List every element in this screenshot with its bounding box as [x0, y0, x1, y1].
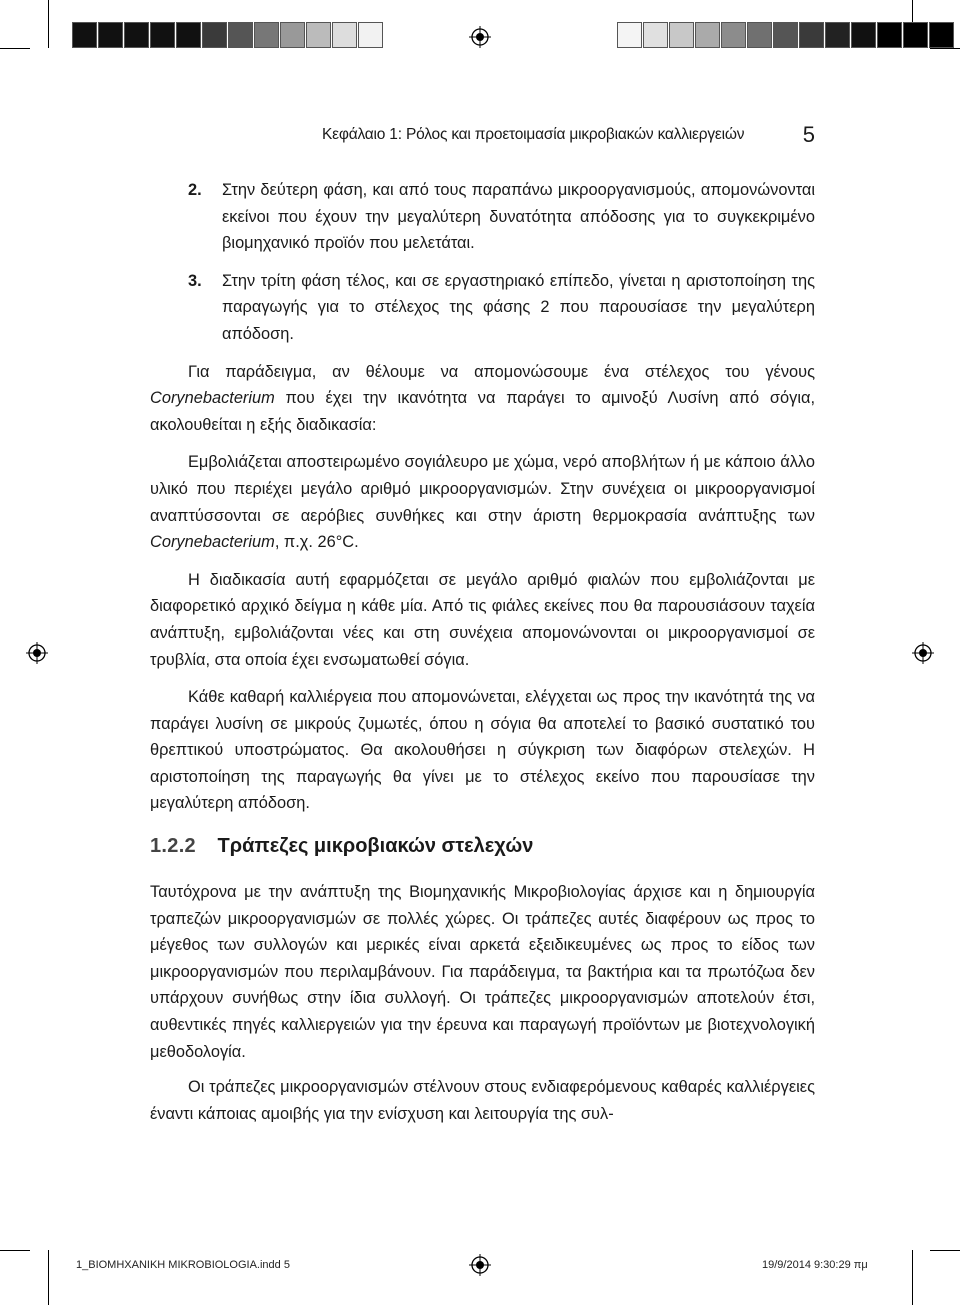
- crop-mark: [0, 1250, 30, 1251]
- list-item-number: 3.: [188, 271, 202, 290]
- section-number: 1.2.2: [150, 835, 196, 857]
- color-swatch: [280, 22, 305, 48]
- color-swatch: [695, 22, 720, 48]
- color-swatch: [306, 22, 331, 48]
- color-swatch: [877, 22, 902, 48]
- registration-mark-icon: [26, 642, 48, 664]
- slug-filename: 1_ΒΙΟΜΗΧΑΝΙΚΗ MIKROBIOLOGIA.indd 5: [76, 1259, 290, 1271]
- running-header: [150, 122, 815, 151]
- color-swatch: [98, 22, 123, 48]
- color-swatch: [150, 22, 175, 48]
- color-swatch: [176, 22, 201, 48]
- paragraph: [150, 449, 815, 555]
- color-swatch: [773, 22, 798, 48]
- slug-line: [0, 1256, 960, 1276]
- text-run: , π.χ. 26°C.: [274, 533, 359, 552]
- color-swatch: [851, 22, 876, 48]
- section-heading: [150, 835, 533, 865]
- chapter-title: Κεφάλαιο 1: Ρόλος και προετοιμασία μικροβιακών καλλιεργειών: [322, 126, 745, 143]
- color-swatch: [124, 22, 149, 48]
- color-calibration-bar-left: [72, 22, 383, 48]
- genus-name: Corynebacterium: [150, 533, 275, 552]
- list-item: [150, 177, 815, 257]
- color-swatch: [617, 22, 642, 48]
- color-swatch: [643, 22, 668, 48]
- color-swatch: [799, 22, 824, 48]
- paragraph: Οι τράπεζες μικροοργανισμών στέλνουν στους ενδιαφερόμενους καθαρές καλλιέργειες έναντι κάποιας αμοιβής για την ενίσχυση και λειτουργία της συλ-: [150, 1078, 815, 1123]
- crop-mark: [930, 1250, 960, 1251]
- list-item-text: Στην τρίτη φάση τέλος, και σε εργαστηριακό επίπεδο, γίνεται η αριστοποίηση της παραγωγής για το στέλεχος της φάσης 2 που παρουσίασε την μεγαλύτερη απόδοση.: [222, 271, 815, 343]
- body-text: [150, 879, 815, 1127]
- genus-name: Corynebacterium: [150, 389, 275, 408]
- registration-mark-icon: [912, 642, 934, 664]
- color-swatch: [669, 22, 694, 48]
- slug-datetime: 19/9/2014 9:30:29 πμ: [762, 1259, 868, 1271]
- color-calibration-bar-right: [617, 22, 954, 48]
- section-title: Τράπεζες μικροβιακών στελεχών: [217, 835, 534, 857]
- color-swatch: [254, 22, 279, 48]
- list-item-text: Στην δεύτερη φάση, και από τους παραπάνω μικροοργανισμούς, απομονώνονται εκείνοι που έχουν την μεγαλύτερη δυνατότητα απόδοσης για το συγκεκριμένο βιομηχανικό προϊόν που μελετάται.: [222, 181, 815, 253]
- list-item-number: 2.: [188, 181, 202, 199]
- paragraph: Κάθε καθαρή καλλιέργεια που απομονώνεται, ελέγχεται ως προς την ικανότητά της να παράγει λυσίνη σε μικρούς ζυμωτές, όπου η σόγια θα αποτελεί το βασικό συστατικό του θρεπτικού υποστρώματος. Θα ακολουθήσει η σύγκριση των διαφόρων στελεχών. Η αριστοποίηση της παραγωγής θα γίνει με το στέλεχος εκείνο που παρουσίασε την μεγαλύτερη απόδοση.: [150, 688, 815, 813]
- color-swatch: [929, 22, 954, 48]
- color-swatch: [721, 22, 746, 48]
- registration-mark-icon: [469, 26, 491, 48]
- color-swatch: [903, 22, 928, 48]
- crop-mark: [930, 48, 960, 49]
- paragraph: Η διαδικασία αυτή εφαρμόζεται σε μεγάλο αριθμό φιαλών που εμβολιάζονται με διαφορετικό αρχικό δείγμα η κάθε μία. Από τις φιάλες εκείνες που θα παρουσιάσουν ταχεία ανάπτυξη, εμβολιάζονται νέες και στη συνέχεια απομονώνονται οι μικροοργανισμοί σε τρυβλία, στα οποία έχει ενσωματωθεί σόγια.: [150, 570, 815, 669]
- body-text: [150, 177, 815, 817]
- color-swatch: [332, 22, 357, 48]
- color-swatch: [228, 22, 253, 48]
- color-swatch: [72, 22, 97, 48]
- list-item: [150, 268, 815, 348]
- paragraph: [150, 359, 815, 439]
- text-run: που έχει την ικανότητα να παράγει το αμινοξύ Λυσίνη από σόγια, ακολουθείται η εξής διαδικασία:: [150, 389, 815, 434]
- color-swatch: [202, 22, 227, 48]
- crop-mark: [0, 48, 30, 49]
- paragraph: Ταυτόχρονα με την ανάπτυξη της Βιομηχανικής Μικροβιολογίας άρχισε και η δημιουργία τραπεζών μικροοργανισμών σε πολλές χώρες. Οι τράπεζες αυτές διαφέρουν ως προς το μέγεθος των συλλογών και μερικές είναι αρκετά εξειδικευμένες ως προς το είδος των μικροοργανισμών που περιλαμβάνουν. Για παράδειγμα, τα βακτήρια και τα πρωτόζωα δεν υπάρχουν συνήθως στην ίδια συλλογή. Οι τράπεζες μικροοργανισμών αποτελούν έτσι, αυθεντικές πηγές καλλιεργειών για την έρευνα και παραγωγή προϊόντων με βιοτεχνολογική μεθοδολογία.: [150, 883, 815, 1061]
- page-number: 5: [802, 122, 815, 147]
- color-swatch: [747, 22, 772, 48]
- color-swatch: [358, 22, 383, 48]
- text-run: Για παράδειγμα, αν θέλουμε να απομονώσουμε ένα στέλεχος του γένους: [188, 362, 815, 381]
- color-swatch: [825, 22, 850, 48]
- crop-mark: [48, 0, 49, 48]
- text-run: Εμβολιάζεται αποστειρωμένο σογιάλευρο με χώμα, νερό αποβλήτων ή με κάποιο άλλο υλικό που περιέχει μεγάλο αριθμό μικροοργανισμών. Στην συνέχεια οι μικροοργανισμοί αναπτύσσονται σε αερόβιες συνθήκες και στην άριστη θερμοκρασία ανάπτυξης των: [150, 453, 815, 525]
